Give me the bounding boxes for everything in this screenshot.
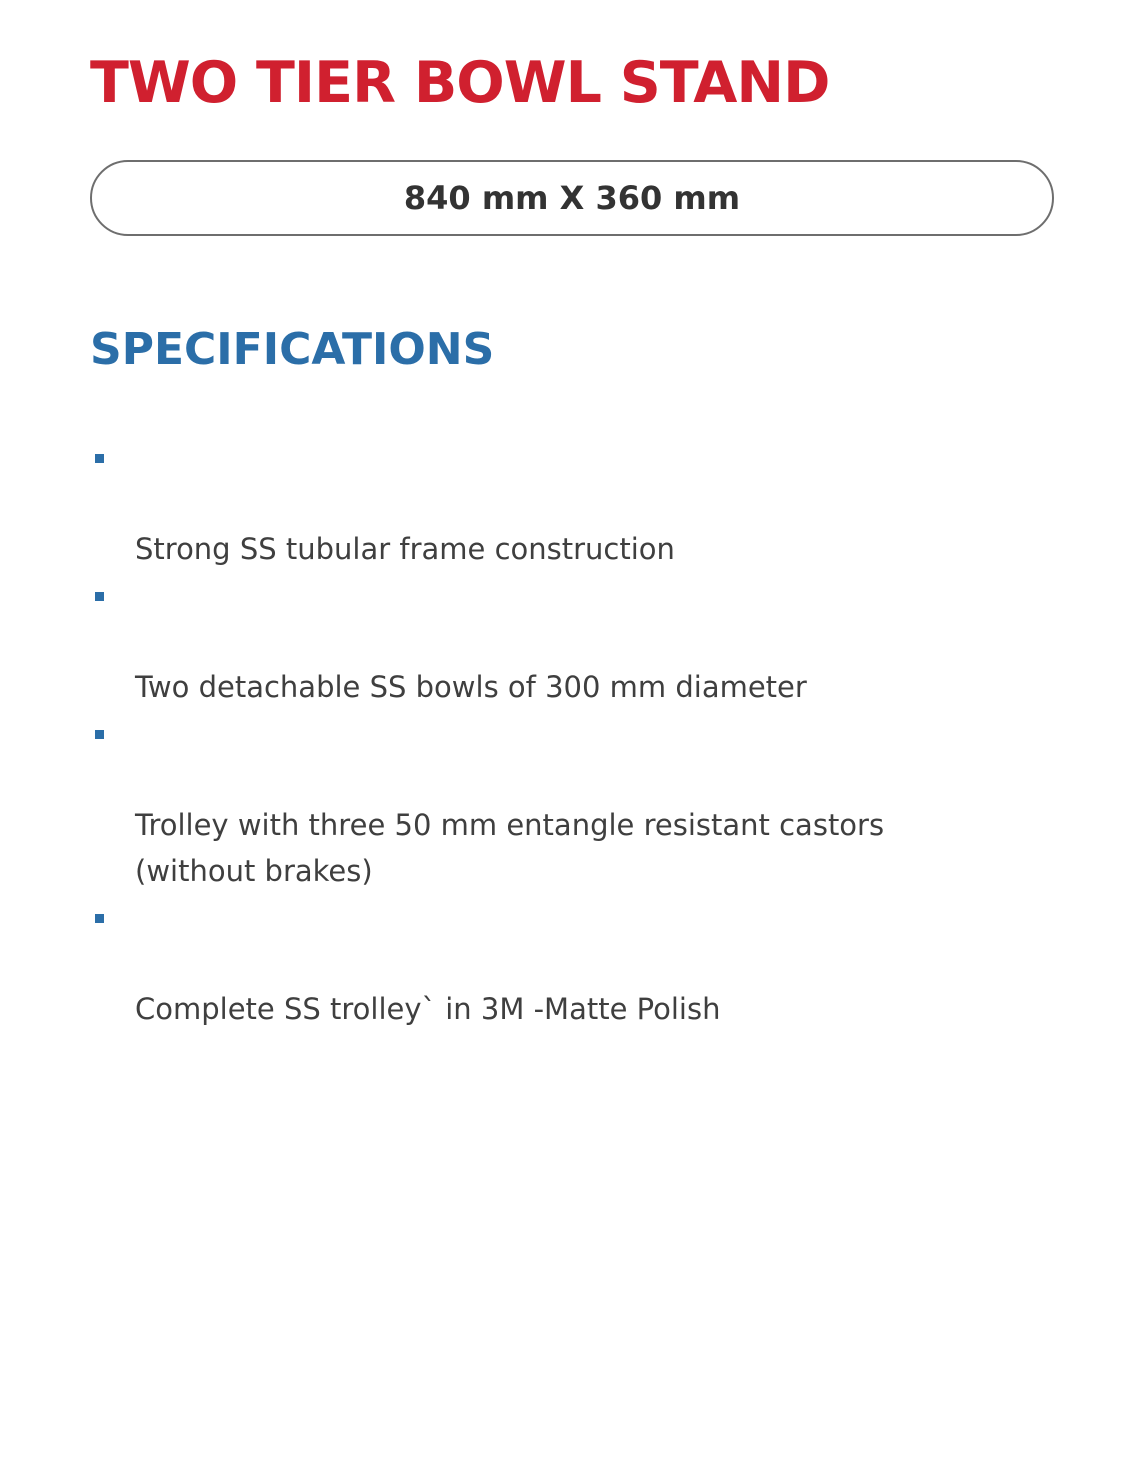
list-item	[90, 572, 1090, 710]
list-item	[90, 894, 1090, 1032]
spec-text: Trolley with three 50 mm entangle resistant castors (without brakes)	[135, 808, 885, 888]
spec-text: Strong SS tubular frame construction	[135, 532, 675, 566]
square-bullet-icon	[95, 730, 104, 739]
specifications-heading: SPECIFICATIONS	[90, 324, 495, 375]
spec-text: Complete SS trolley` in 3M -Matte Polish	[135, 992, 721, 1026]
square-bullet-icon	[95, 592, 104, 601]
product-title: TWO TIER BOWL STAND	[90, 50, 830, 116]
dimensions-badge	[90, 160, 1054, 236]
square-bullet-icon	[95, 454, 104, 463]
dimensions-text: 840 mm X 360 mm	[403, 179, 741, 217]
spec-text: Two detachable SS bowls of 300 mm diameter	[135, 670, 807, 704]
specifications-list	[90, 434, 1090, 1032]
list-item	[90, 434, 1090, 572]
list-item	[90, 710, 1090, 894]
square-bullet-icon	[95, 914, 104, 923]
